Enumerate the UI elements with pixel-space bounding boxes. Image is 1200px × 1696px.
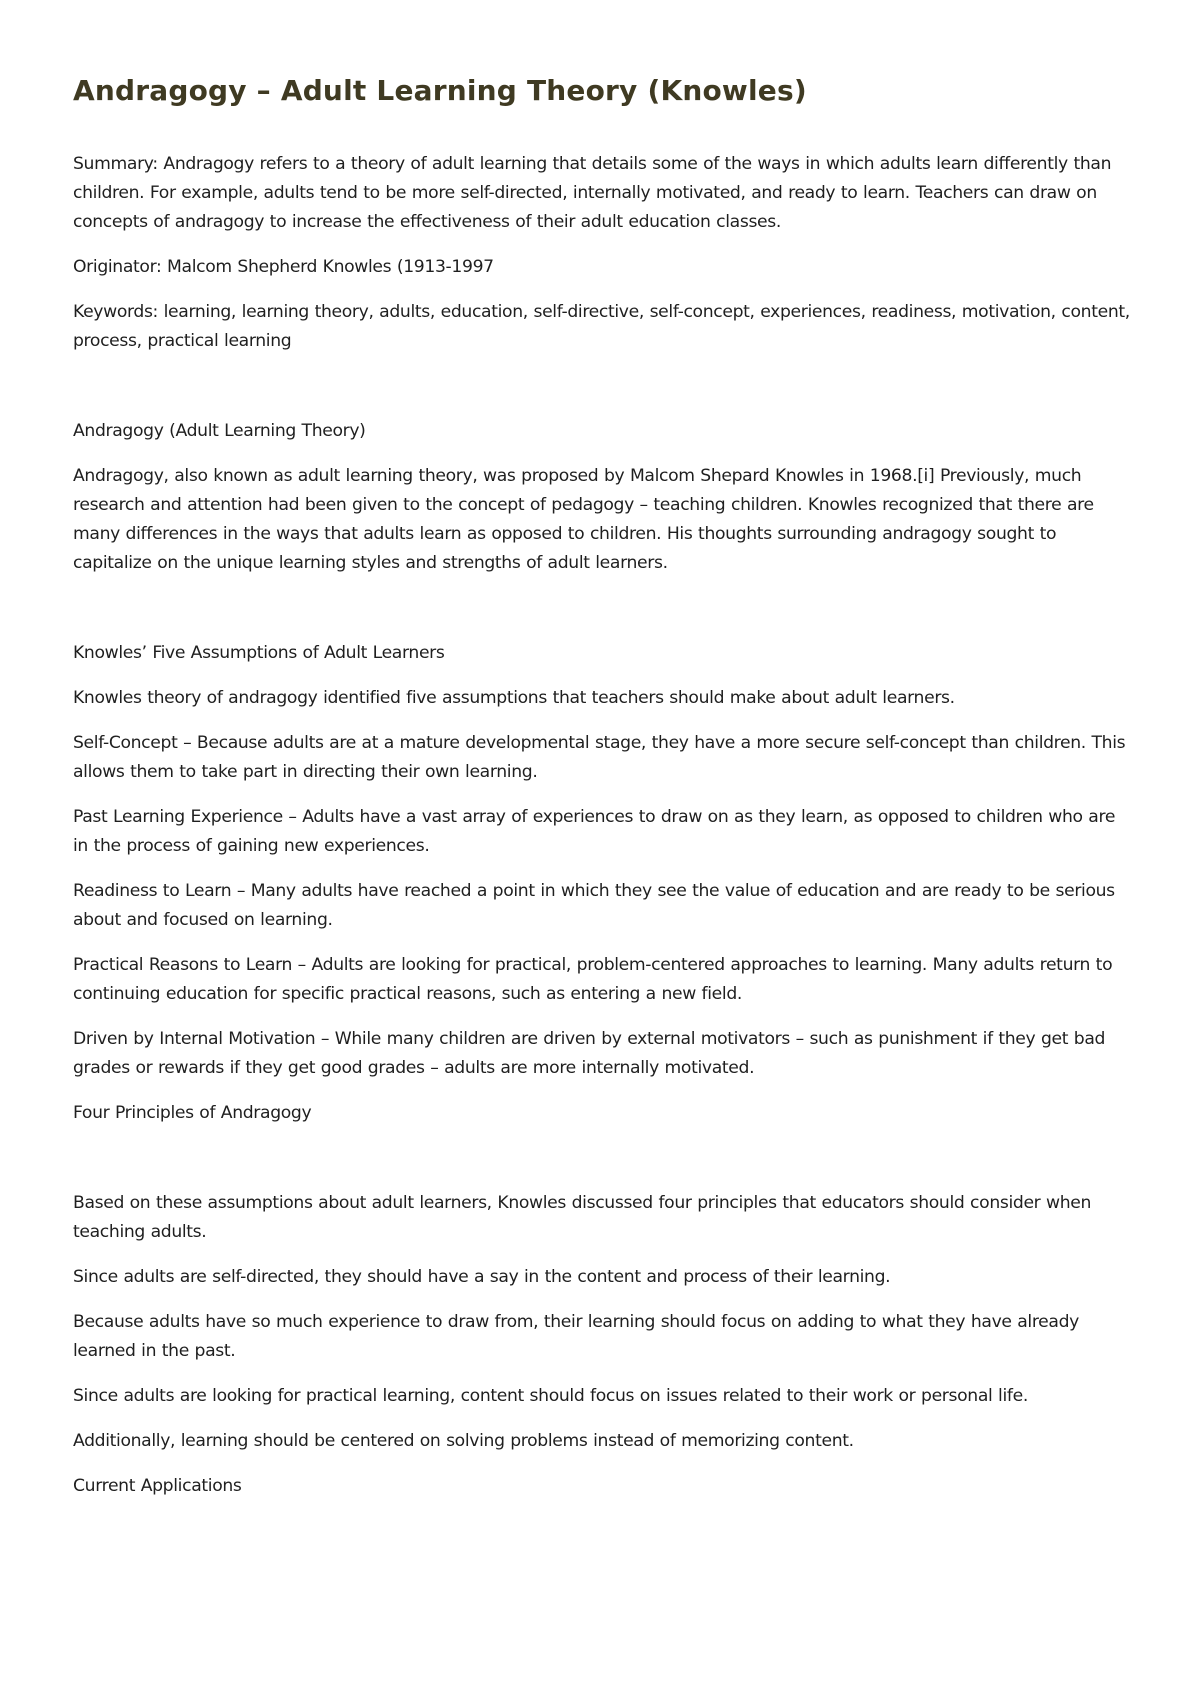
- summary-paragraph: Summary: Andragogy refers to a theory of adult learning that details some of the ways in which adults learn differently than children. For example, adults tend to be more self-directed, internally motivated, and ready to learn. Teachers can draw on concepts of andragogy to increase the effectiveness of their adult education classes.: [73, 154, 1112, 232]
- originator-line: Originator: Malcom Shepherd Knowles (1913-1997: [73, 257, 494, 277]
- section-heading-four-principles: Four Principles of Andragogy: [73, 1103, 312, 1123]
- principle-item: Additionally, learning should be centered on solving problems instead of memorizing content.: [73, 1431, 854, 1451]
- keywords-paragraph: Keywords: learning, learning theory, adults, education, self-directive, self-concept, experiences, readiness, motivation, content, process, practical learning: [73, 302, 1130, 351]
- principle-item: Because adults have so much experience to draw from, their learning should focus on adding to what they have already learned in the past.: [73, 1312, 1079, 1361]
- assumption-item: Readiness to Learn – Many adults have reached a point in which they see the value of education and are ready to be serious about and focused on learning.: [73, 881, 1115, 930]
- section-heading-andragogy: Andragogy (Adult Learning Theory): [73, 421, 366, 441]
- section-heading-current-applications: Current Applications: [73, 1476, 242, 1496]
- assumption-item: Practical Reasons to Learn – Adults are looking for practical, problem-centered approaches to learning. Many adults return to continuing education for specific practical reasons, such as entering a new field.: [73, 955, 1113, 1004]
- principle-item: Since adults are looking for practical learning, content should focus on issues related to their work or personal life.: [73, 1386, 1028, 1406]
- document-page: [73, 72, 1133, 1517]
- document-title: Andragogy – Adult Learning Theory (Knowles): [73, 74, 807, 107]
- assumption-item: Driven by Internal Motivation – While many children are driven by external motivators – such as punishment if they get bad grades or rewards if they get good grades – adults are more internally motivated.: [73, 1029, 1106, 1078]
- section-heading-five-assumptions: Knowles’ Five Assumptions of Adult Learners: [73, 643, 445, 663]
- principle-item: Since adults are self-directed, they should have a say in the content and process of their learning.: [73, 1267, 891, 1287]
- assumption-item: Past Learning Experience – Adults have a vast array of experiences to draw on as they learn, as opposed to children who are in the process of gaining new experiences.: [73, 807, 1116, 856]
- assumption-item: Self-Concept – Because adults are at a mature developmental stage, they have a more secure self-concept than children. This allows them to take part in directing their own learning.: [73, 733, 1126, 782]
- andragogy-body-paragraph: Andragogy, also known as adult learning theory, was proposed by Malcom Shepard Knowles in 1968.[i] Previously, much research and attention had been given to the concept of pedagogy – teaching children. Knowles recognized that there are many differences in the ways that adults learn as opposed to children. His thoughts surrounding andragogy sought to capitalize on the unique learning styles and strengths of adult learners.: [73, 466, 1094, 573]
- five-assumptions-intro: Knowles theory of andragogy identified five assumptions that teachers should make about adult learners.: [73, 688, 955, 708]
- four-principles-intro: Based on these assumptions about adult learners, Knowles discussed four principles that educators should consider when teaching adults.: [73, 1193, 1092, 1242]
